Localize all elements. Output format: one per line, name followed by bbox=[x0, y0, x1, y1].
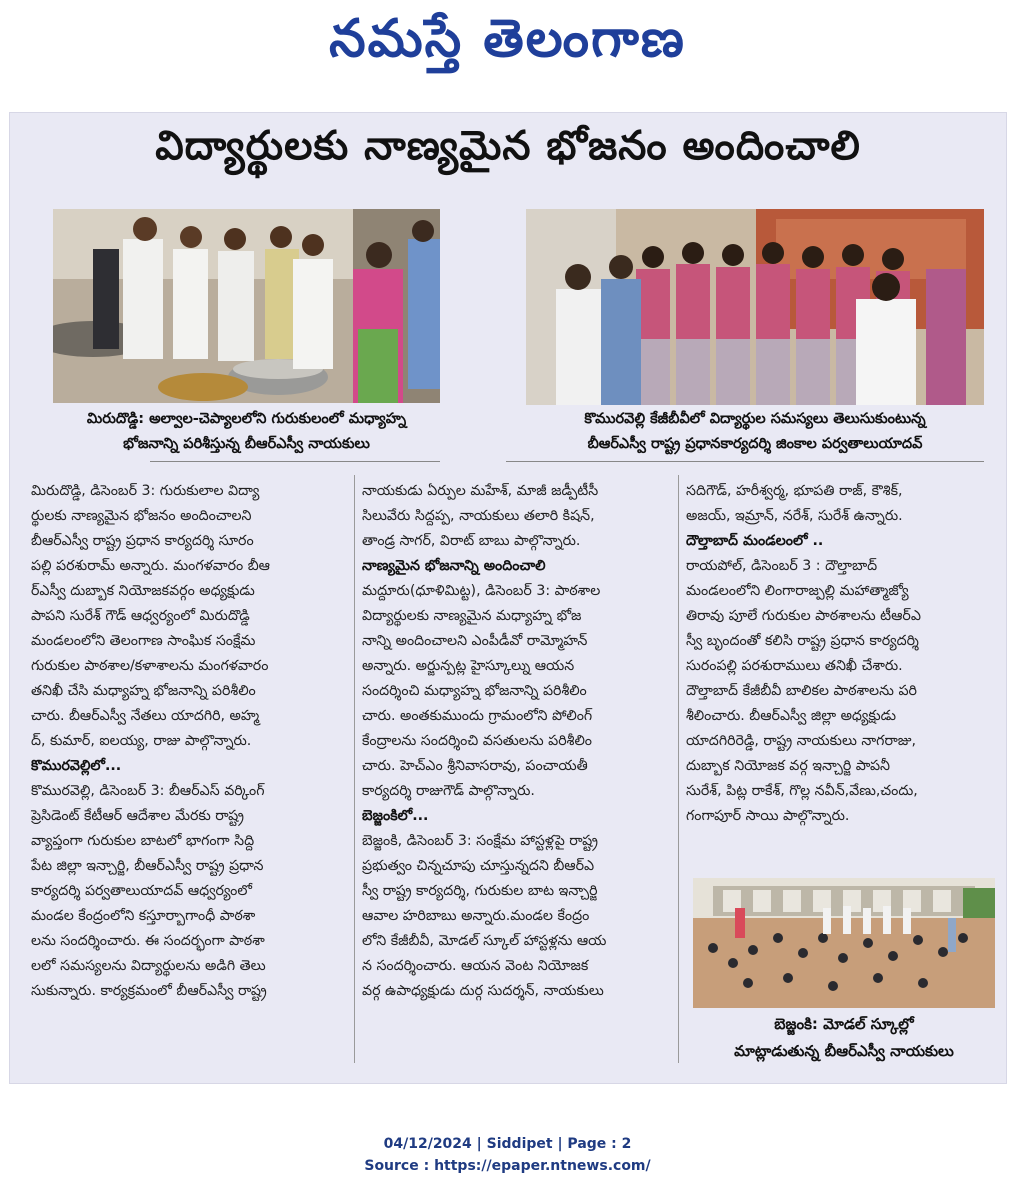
text-line: చారు. హెచ్ఎం శ్రీనివాసరావు, పంచాయతీ bbox=[362, 758, 588, 774]
text-line: ర్ఎస్వీ దుబ్బాక నియోజకవర్గం అధ్యక్షుడు bbox=[31, 583, 255, 599]
text-line: దుబ్బాక నియోజక వర్గ ఇన్చార్జి పాపనీ bbox=[686, 758, 890, 774]
article-headline: విద్యార్థులకు నాణ్యమైన భోజనం అందించాలి bbox=[155, 123, 861, 169]
text-line: యాదగిరిరెడ్డి, రాష్ట్ర నాయకులు నాగరాజు, bbox=[686, 733, 916, 749]
caption-line: బీఆర్ఎస్వీ రాష్ట్ర ప్రధానకార్యదర్శి జింకాల పర్వతాలుయాదవ్ bbox=[587, 436, 923, 452]
text-line: చారు. అంతకుముందు గ్రామంలోని పోలింగ్ bbox=[362, 708, 593, 724]
photo-komuravelli-kgbv bbox=[526, 209, 984, 405]
text-line: ఆవాల హరిబాబు అన్నారు.మండల కేంద్రం bbox=[362, 908, 590, 924]
column-divider bbox=[354, 475, 355, 1063]
text-line: మండల కేంద్రంలోని కస్తూర్బాగాంధీ పాఠశా bbox=[31, 908, 256, 924]
text-line: సురేశ్, పిట్ల రాకేశ్, గొల్ల నవీన్,వేణు,చందు, bbox=[686, 783, 918, 799]
text-line: సురంపల్లి పరశురాములు తనిఖీ చేశారు. bbox=[686, 658, 903, 674]
text-line: దౌల్తాబాద్ కేజీబీవీ బాలికల పాఠశాలను పరి bbox=[686, 683, 917, 699]
photo-mirudoddi-inspection bbox=[53, 209, 440, 403]
text-line: సదిగౌడ్, హరీశ్వర్మ, భూపతి రాజ్, కౌశిక్, bbox=[686, 483, 903, 499]
right-photo-caption bbox=[506, 407, 1004, 457]
text-line: ప్రభుత్వం చిన్నచూపు చూస్తున్నదని బీఆర్ఎ bbox=[362, 858, 595, 874]
text-line: తిరావు పూలే గురుకుల పాఠశాలను టీఆర్ఎ bbox=[686, 608, 921, 624]
article-column-3 bbox=[686, 479, 998, 829]
text-line: గంగాపూర్ సాయి పాల్గొన్నారు. bbox=[686, 808, 850, 824]
caption-line: మిరుదొడ్డి: అల్వాల-చెప్యాలలోని గురుకులంలో మధ్యాహ్న bbox=[86, 411, 407, 427]
text-line: అన్నారు. అర్జున్పట్ల హైస్కూల్ను ఆయన bbox=[362, 658, 575, 674]
text-line: కార్యదర్శి పర్వతాలుయాదవ్ ఆధ్వర్యంలో bbox=[31, 883, 252, 899]
text-line: స్వీ రాష్ట్ర కార్యదర్శి, గురుకుల బాట ఇన్చార్జి bbox=[362, 883, 598, 899]
text-line: స్వీ బృందంతో కలిసి రాష్ట్ర ప్రధాన కార్యదర్శి bbox=[686, 633, 919, 649]
subheading-quality-meals: నాణ్యమైన భోజనాన్ని అందించాలి bbox=[362, 558, 546, 574]
text-line: అజయ్, ఇమ్రాన్, నరేశ్, సురేశ్ ఉన్నారు. bbox=[686, 508, 903, 524]
text-line: శీలించారు. బీఆర్ఎస్వీ జిల్లా అధ్యక్షుడు bbox=[686, 708, 897, 724]
caption-line: భోజనాన్ని పరిశీస్తున్న బీఆర్ఎస్వీ నాయకులు bbox=[123, 436, 370, 452]
text-line: తాండ్ర సాగర్, విరాట్ బాబు పాల్గొన్నారు. bbox=[362, 533, 581, 549]
subheading-bejjanki: బెజ్జంకిలో... bbox=[362, 808, 429, 824]
caption-divider bbox=[150, 461, 440, 462]
subheading-komuravelli: కొమురవెల్లిలో... bbox=[31, 758, 122, 774]
masthead-logo: నమస్తే తెలంగాణ bbox=[329, 8, 686, 69]
text-line: న సందర్శించారు. ఆయన వెంట నియోజక bbox=[362, 958, 589, 974]
text-line: గురుకుల పాఠశాల/కళాశాలను మంగళవారం bbox=[31, 658, 269, 674]
text-line: పల్లి పరశురామ్ అన్నారు. మంగళవారం బీఆ bbox=[31, 558, 271, 574]
article-column-1 bbox=[31, 479, 349, 1004]
caption-divider bbox=[506, 461, 984, 462]
text-line: ద్, కుమార్, ఐలయ్య, రాజు పాల్గొన్నారు. bbox=[31, 733, 252, 749]
text-line: పేట జిల్లా ఇన్చార్జి, బీఆర్ఎస్వీ రాష్ట్ర ప్రధాన bbox=[31, 858, 264, 874]
text-line: పాపని సురేశ్ గౌడ్ ఆధ్వర్యంలో మిరుదొడ్డి bbox=[31, 608, 250, 624]
caption-line: బెజ్జంకి: మోడల్ స్కూల్లో bbox=[774, 1015, 914, 1033]
article-panel bbox=[9, 112, 1007, 1084]
caption-line: మాట్లాడుతున్న బీఆర్ఎస్వీ నాయకులు bbox=[734, 1042, 954, 1060]
photo-bejjanki-model-school bbox=[693, 878, 995, 1008]
left-photo-caption bbox=[53, 407, 440, 457]
subheading-daultabad: దౌల్తాబాద్ మండలంలో .. bbox=[686, 533, 824, 549]
text-line: తనిఖీ చేసి మధ్యాహ్న భోజనాన్ని పరిశీలిం bbox=[31, 683, 256, 699]
text-line: కార్యదర్శి రాజుగౌడ్ పాల్గొన్నారు. bbox=[362, 783, 535, 799]
text-line: మద్దూరు(ధూళిమిట్ట), డిసెంబర్ 3: పాఠశాల bbox=[362, 583, 601, 599]
text-line: ప్రెసిడెంట్ కేటీఆర్ ఆదేశాల మేరకు రాష్ట్ర bbox=[31, 808, 244, 824]
text-line: వ్యాప్తంగా గురుకుల బాటలో భాగంగా సిద్ది bbox=[31, 833, 255, 849]
text-line: సిలువేరు సిద్దప్ప, నాయకులు తలారి కిషన్, bbox=[362, 508, 595, 524]
text-line: లను సందర్శించారు. ఈ సందర్భంగా పాఠశా bbox=[31, 933, 265, 949]
text-line: మిరుదొడ్డి, డిసెంబర్ 3: గురుకులాల విద్యా bbox=[31, 483, 260, 499]
text-line: చారు. బీఆర్ఎస్వీ నేతలు యాదగిరి, అహ్మ bbox=[31, 708, 260, 724]
text-line: నాన్ని అందించాలని ఎంపీడీవో రామ్మోహన్ bbox=[362, 633, 588, 649]
text-line: మండలంలోని లింగారాజ్పల్లి మహాత్మాజ్యో bbox=[686, 583, 909, 599]
text-line: బీఆర్ఎస్వీ రాష్ట్ర ప్రధాన కార్యదర్శి సూరం bbox=[31, 533, 254, 549]
text-line: సందర్శించి మధ్యాహ్న భోజనాన్ని పరిశీలిం bbox=[362, 683, 587, 699]
caption-line: కొమురవెల్లి కేజీబీవీలో విద్యార్థుల సమస్యలు తెలుసుకుంటున్న bbox=[584, 411, 926, 427]
footer-date-page: 04/12/2024 | Siddipet | Page : 2 bbox=[383, 1136, 632, 1152]
text-line: ర్థులకు నాణ్యమైన భోజనం అందించాలని bbox=[31, 508, 252, 524]
text-line: కేంద్రాలను సందర్శించి వసతులను పరిశీలిం bbox=[362, 733, 592, 749]
small-photo-caption bbox=[693, 1011, 995, 1065]
text-line: నాయకుడు ఏర్పుల మహేశ్, మాజీ జడ్పీటీసీ bbox=[362, 483, 599, 499]
text-line: లోని కేజీబీవీ, మోడల్ స్కూల్ హాస్టళ్లను ఆయ bbox=[362, 933, 607, 949]
text-line: వర్గ ఉపాధ్యక్షుడు దుర్గ సుదర్శన్, నాయకులు bbox=[362, 983, 604, 999]
article-column-2 bbox=[362, 479, 674, 1004]
text-line: విద్యార్థులకు నాణ్యమైన మధ్యాహ్న భోజ bbox=[362, 608, 582, 624]
text-line: బెజ్జంకి, డిసెంబర్ 3: సంక్షేమ హాస్టళ్లపై రాష్ట్ర bbox=[362, 833, 599, 849]
text-line: మండలంలోని తెలంగాణ సాంఘిక సంక్షేమ bbox=[31, 633, 256, 649]
column-divider bbox=[678, 475, 679, 1063]
text-line: రాయపోల్, డిసెంబర్ 3 : దౌల్తాబాద్ bbox=[686, 558, 878, 574]
footer-source-link[interactable]: Source : https://epaper.ntnews.com/ bbox=[364, 1158, 651, 1174]
text-line: సుకున్నారు. కార్యక్రమంలో బీఆర్ఎస్వీ రాష్ట్ర bbox=[31, 983, 267, 999]
text-line: లలో సమస్యలను విద్యార్థులను అడిగి తెలు bbox=[31, 958, 266, 974]
text-line: కొమురవెల్లి, డిసెంబర్ 3: బీఆర్ఎస్ వర్కింగ్ bbox=[31, 783, 265, 799]
